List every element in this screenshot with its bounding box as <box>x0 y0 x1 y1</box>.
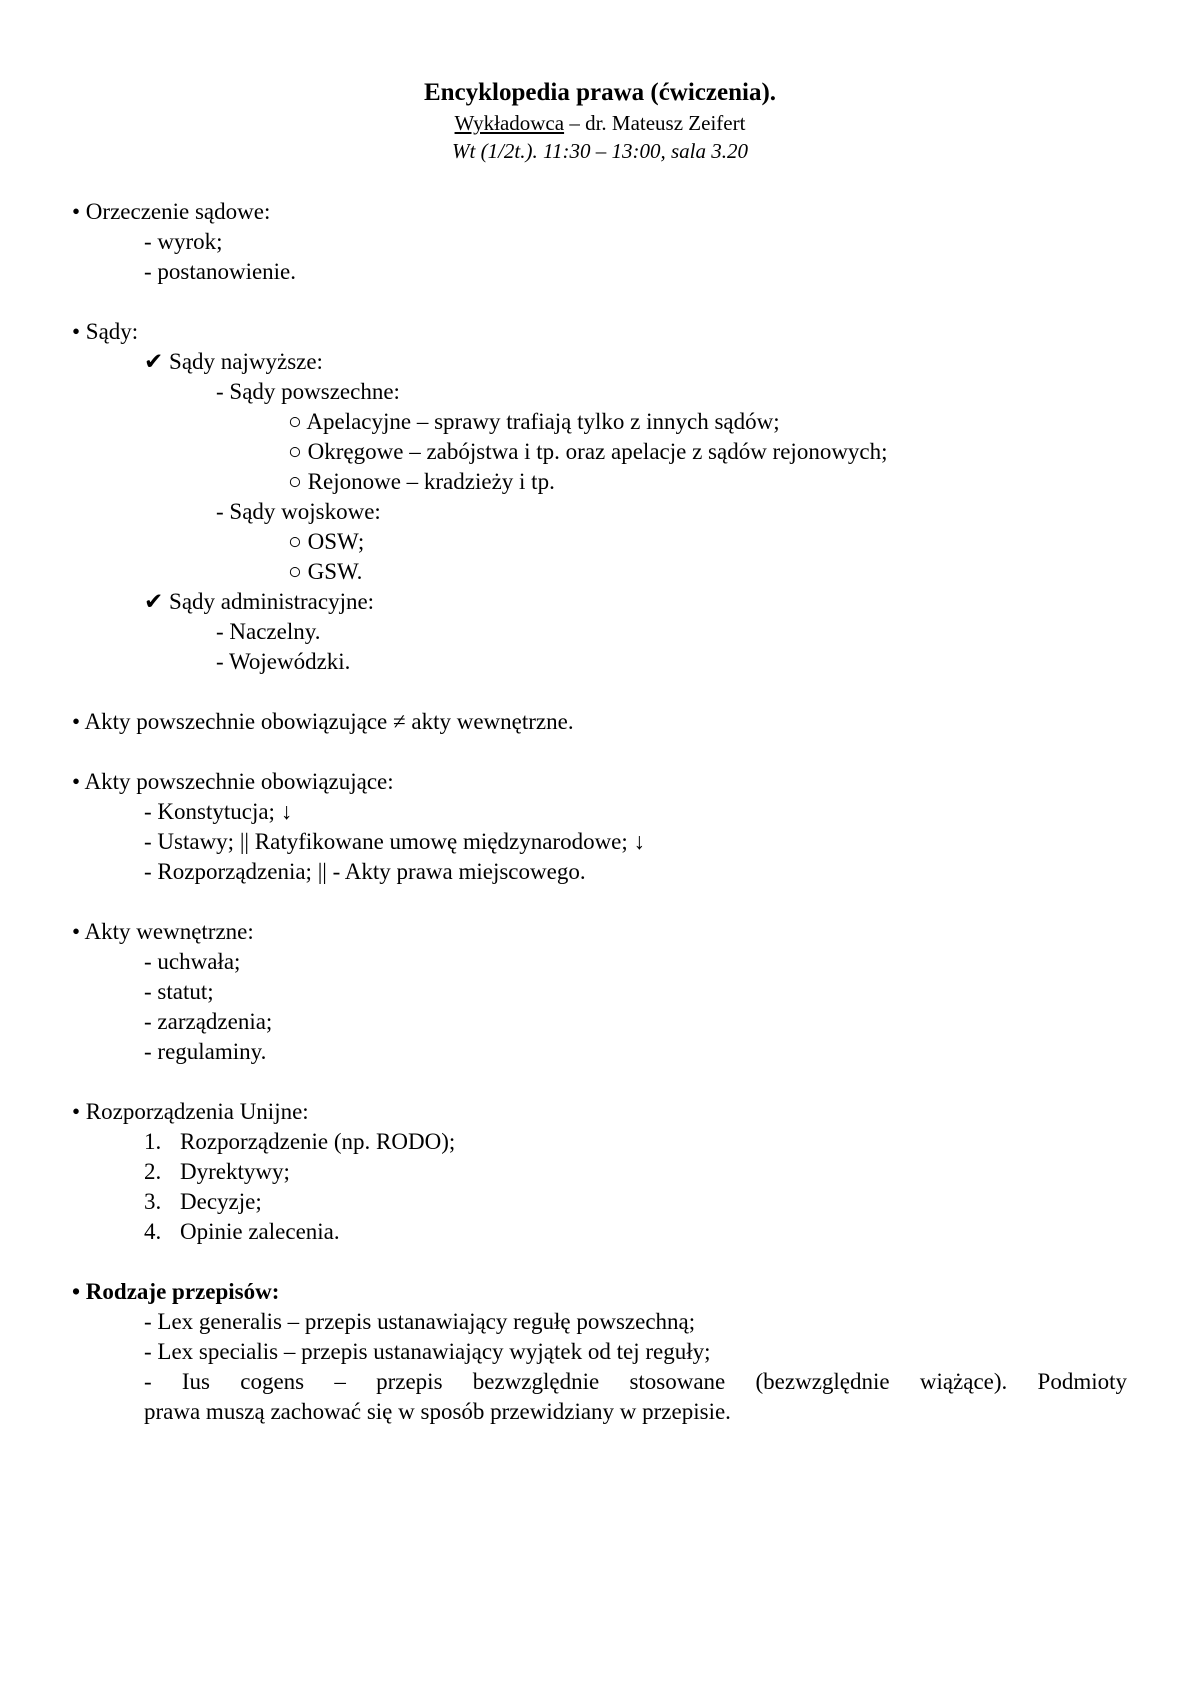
list-item: - statut; <box>144 979 214 1004</box>
document-title: Encyklopedia prawa (ćwiczenia). <box>423 79 777 106</box>
list-item-text: Dyrektywy; <box>180 1159 290 1184</box>
list-item: - regulaminy. <box>144 1039 267 1064</box>
list-item: - Sądy powszechne: <box>216 379 400 404</box>
numbered-list-item <box>144 1127 455 1157</box>
section-heading-rozporzadzenia-unijne: • Rozporządzenia Unijne: <box>72 1099 309 1124</box>
list-item: - postanowienie. <box>144 259 297 284</box>
list-item: - Naczelny. <box>216 619 321 644</box>
list-item: - Rozporządzenia; || - Akty prawa miejscowego. <box>144 859 586 884</box>
list-number: 2. <box>144 1159 162 1184</box>
circle-list-item: ○ Apelacyjne – sprawy trafiają tylko z innych sądów; <box>288 409 780 434</box>
checkmark-item-admin: ✔ Sądy administracyjne: <box>144 589 375 614</box>
lecturer-name: – dr. Mateusz Zeifert <box>564 111 746 135</box>
numbered-list-item <box>144 1187 262 1217</box>
list-item-text: Decyzje; <box>180 1189 262 1214</box>
numbered-list-item <box>144 1217 340 1247</box>
list-number: 3. <box>144 1189 162 1214</box>
circle-list-item: ○ OSW; <box>288 529 365 554</box>
list-item-text: Rozporządzenie (np. RODO); <box>180 1129 456 1154</box>
checkmark-item-highest: ✔ Sądy najwyższe: <box>144 349 323 374</box>
list-item: - Lex specialis – przepis ustanawiający wyjątek od tej reguły; <box>144 1339 711 1364</box>
section-heading-akty-wewnetrzne: • Akty wewnętrzne: <box>72 919 254 944</box>
circle-list-item: ○ Rejonowe – kradzieży i tp. <box>288 469 555 494</box>
ius-cogens-continuation: prawa muszą zachować się w sposób przewidziany w przepisie. <box>144 1399 731 1424</box>
schedule-line: Wt (1/2t.). 11:30 – 13:00, sala 3.20 <box>452 139 748 163</box>
circle-list-item: ○ Okręgowe – zabójstwa i tp. oraz apelacje z sądów rejonowych; <box>288 439 888 464</box>
list-item: - Wojewódzki. <box>216 649 351 674</box>
list-number: 1. <box>144 1129 162 1154</box>
list-item: - zarządzenia; <box>144 1009 273 1034</box>
section-line-akty-neq: • Akty powszechnie obowiązujące ≠ akty wewnętrzne. <box>72 709 574 734</box>
list-number: 4. <box>144 1219 162 1244</box>
list-item: - uchwała; <box>144 949 241 974</box>
circle-list-item: ○ GSW. <box>288 559 363 584</box>
list-item-text: Opinie zalecenia. <box>180 1219 340 1244</box>
section-heading-sady: • Sądy: <box>72 319 139 344</box>
lecturer-line <box>0 108 1200 138</box>
section-heading-rodzaje-przepisow: • Rodzaje przepisów: <box>72 1279 280 1304</box>
list-item: - Konstytucja; ↓ <box>144 799 293 824</box>
section-heading-orzeczenie: • Orzeczenie sądowe: <box>72 199 271 224</box>
section-heading-akty-powszechne: • Akty powszechnie obowiązujące: <box>72 769 394 794</box>
ius-cogens-line: - Ius cogens – przepis bezwzględnie stosowane (bezwzględnie wiążące). Podmioty <box>144 1369 1127 1394</box>
list-item: - Sądy wojskowe: <box>216 499 381 524</box>
numbered-list-item <box>144 1157 290 1187</box>
lecturer-label: Wykładowca <box>454 111 565 135</box>
list-item: - wyrok; <box>144 229 223 254</box>
list-item: - Ustawy; || Ratyfikowane umowę międzynarodowe; ↓ <box>144 829 646 854</box>
list-item: - Lex generalis – przepis ustanawiający regułę powszechną; <box>144 1309 696 1334</box>
